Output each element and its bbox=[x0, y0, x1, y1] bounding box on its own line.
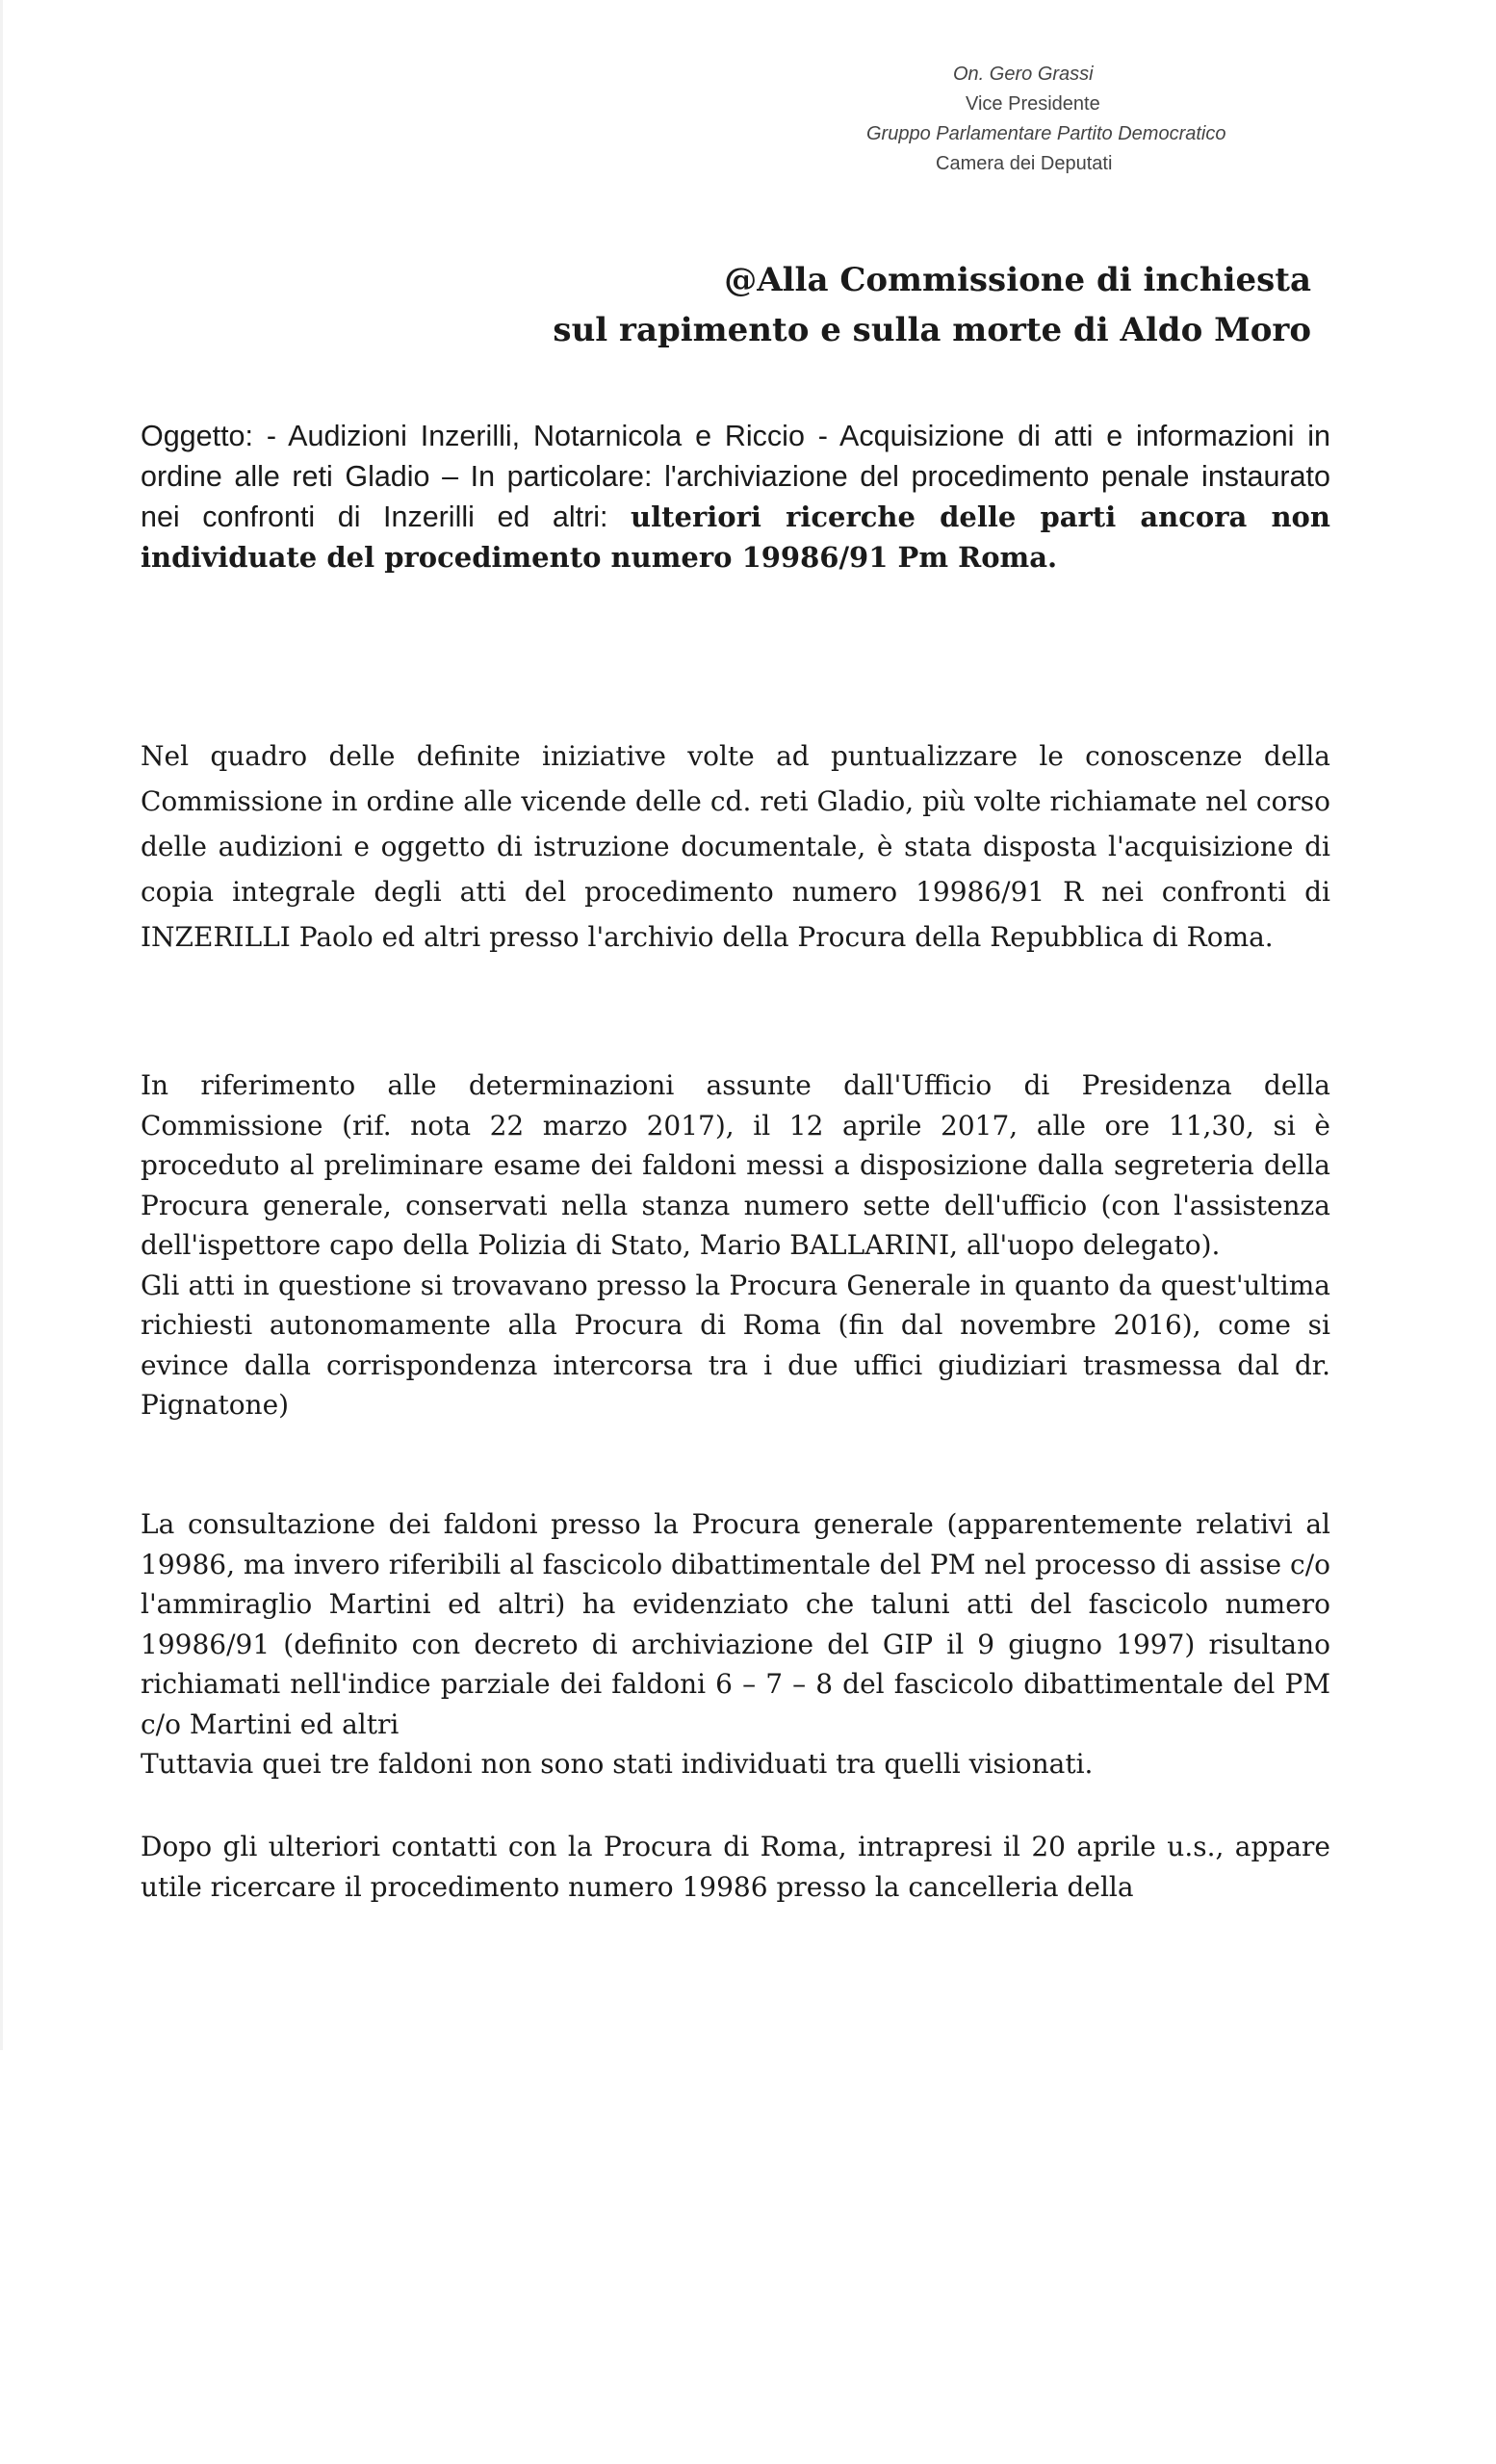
paragraph-1 bbox=[141, 733, 1330, 960]
letterhead-chamber: Camera dei Deputati bbox=[936, 153, 1113, 174]
recipient-line-1: @Alla Commissione di inchiesta bbox=[724, 261, 1311, 299]
paragraph-4-text: Dopo gli ulteriori contatti con la Procura di Roma, intrapresi il 20 aprile u.s., appare utile ricercare il procedimento numero 19986 presso la cancelleria della bbox=[141, 1831, 1330, 1903]
letterhead-name: On. Gero Grassi bbox=[953, 64, 1094, 85]
paragraph-1-text: Nel quadro delle definite iniziative volte ad puntualizzare le conoscenze della Commissione in ordine alle vicende delle cd. reti Gladio, più volte richiamate nel corso delle audizioni e oggetto di istruzione documentale, è stata disposta l'acquisizione di copia integrale degli atti del procedimento numero 19986/91 R nei confronti di INZERILLI Paolo ed altri presso l'archivio della Procura della Repubblica di Roma. bbox=[141, 740, 1330, 953]
paragraph-3a-text: La consultazione dei faldoni presso la Procura generale (apparentemente relativi al 19986, ma invero riferibili al fascicolo dibattimentale del PM nel processo di assise c/o l'ammiraglio Martini ed altri) ha evidenziato che taluni atti del fascicolo numero 19986/91 (definito con decreto di archiviazione del GIP il 9 giugno 1997) risultano richiamati nell'indice parziale dei faldoni 6 – 7 – 8 del fascicolo dibattimentale del PM c/o Martini ed altri bbox=[141, 1508, 1330, 1740]
recipient-line-2: sul rapimento e sulla morte di Aldo Moro bbox=[553, 311, 1311, 349]
letterhead-role: Vice Presidente bbox=[966, 93, 1100, 115]
paragraph-3b-text: Tuttavia quei tre faldoni non sono stati individuati tra quelli visionati. bbox=[141, 1748, 1094, 1780]
recipient-address bbox=[553, 255, 1311, 355]
scan-edge bbox=[0, 0, 3, 2050]
subject-paragraph bbox=[141, 416, 1330, 578]
paragraph-2b-text: Gli atti in questione si trovavano presso la Procura Generale in quanto da quest'ultima richiesti autonomamente alla Procura di Roma (fin dal novembre 2016), come si evince dalla corrispondenza intercorsa tra i due uffici giudiziari trasmessa dal dr. Pignatone) bbox=[141, 1269, 1330, 1421]
subject-text: Oggetto: - Audizioni Inzerilli, Notarnicola e Riccio - Acquisizione di atti e informazioni in ordine alle reti Gladio – In particolare: l'archiviazione del procedimento penale instaurato nei confronti di Inzerilli ed altri: bbox=[141, 420, 1330, 533]
letterhead-group: Gruppo Parlamentare Partito Democratico bbox=[866, 123, 1226, 144]
paragraph-4 bbox=[141, 1827, 1330, 1907]
paragraph-2a-text: In riferimento alle determinazioni assunte dall'Ufficio di Presidenza della Commissione (rif. nota 22 marzo 2017), il 12 aprile 2017, alle ore 11,30, si è proceduto al preliminare esame dei faldoni messi a disposizione dalla segreteria della Procura generale, conservati nella stanza numero sette dell'ufficio (con l'assistenza dell'ispettore capo della Polizia di Stato, Mario BALLARINI, all'uopo delegato). bbox=[141, 1069, 1330, 1261]
subject-block bbox=[141, 416, 1330, 578]
subject-bold-text: ulteriori ricerche delle parti ancora non individuate del procedimento numero 19986/91 Pm Roma. bbox=[141, 500, 1330, 574]
paragraph-2 bbox=[141, 1065, 1330, 1425]
letterhead bbox=[866, 60, 1309, 179]
paragraph-3 bbox=[141, 1504, 1330, 1784]
